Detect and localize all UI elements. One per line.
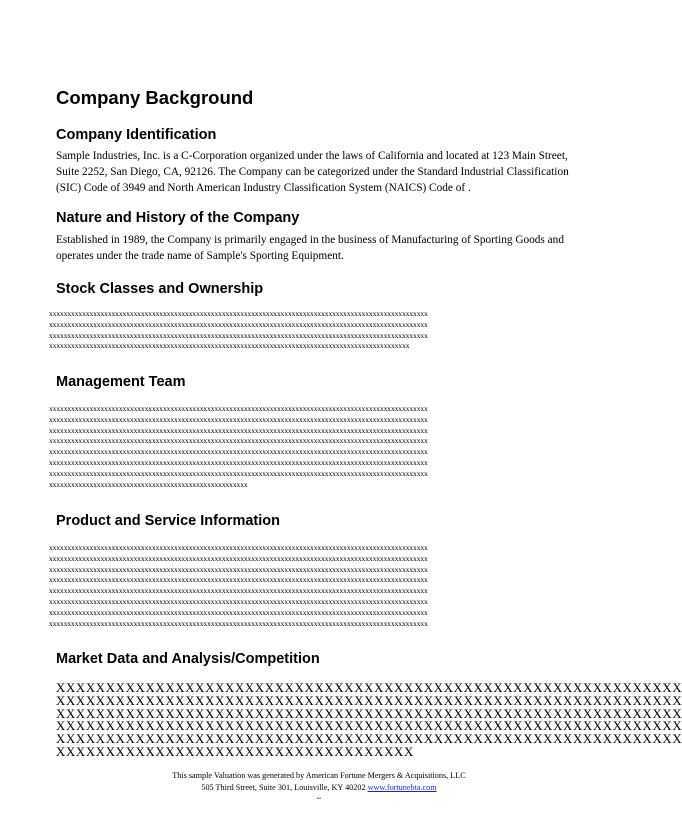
placeholder-line: xxxxxxxxxxxxxxxxxxxxxxxxxxxxxxxxxxxxxxxxxxxxxxxxxxxxxxxxxxxxxxxxxxxxxxxxxxxxxxxxxxxxxxxxxxxxxxxxxxxxxxx xyxy=(49,543,428,552)
placeholder-line: xxxxxxxxxxxxxxxxxxxxxxxxxxxxxxxxxxxxxxxxxxxxxxxxxxxxxxxxxxxxxxxxxxxxxxxxxxxxxxxxxxxxxxxxxxxxxxxxxxxxxxx xyxy=(49,319,428,329)
placeholder-line: XXXXXXXXXXXXXXXXXXXXXXXXXXXXXXXXXXXX xyxy=(56,744,414,759)
footer-line-address xyxy=(0,782,638,794)
page-title: Company Background xyxy=(56,87,254,108)
product-service-text xyxy=(49,543,589,629)
placeholder-line: XXXXXXXXXXXXXXXXXXXXXXXXXXXXXXXXXXXXXXXXXXXXXXXXXXXXXXXXXXXXXXX xyxy=(56,732,682,747)
placeholder-line: xxxxxxxxxxxxxxxxxxxxxxxxxxxxxxxxxxxxxxxxxxxxxxxxxxxxxxxxxxxxxxxxxxxxxxxxxxxxxxxxxxxxxxxxxxxxxxxxxxxxxxx xyxy=(49,575,428,585)
placeholder-line: xxxxxxxxxxxxxxxxxxxxxxxxxxxxxxxxxxxxxxxxxxxxxxxxxxxxxxxxxxxxxxxxxxxxxxxxxxxxxxxxxxxxxxxxxxxxxxxxxx xyxy=(49,341,410,351)
footer-line-generated-by: This sample Valuation was generated by American Fortune Mergers & Acquisitions, LLC xyxy=(172,771,466,780)
company-identification-text xyxy=(56,148,596,196)
placeholder-line: xxxxxxxxxxxxxxxxxxxxxxxxxxxxxxxxxxxxxxxxxxxxxxxxxxxxxxxxxxxxxxxxxxxxxxxxxxxxxxxxxxxxxxxxxxxxxxxxxxxxxxx xyxy=(49,553,428,563)
market-data-text xyxy=(56,681,682,759)
management-team-text xyxy=(49,404,589,490)
section-heading-market-data: Market Data and Analysis/Competition xyxy=(56,651,320,667)
placeholder-line: xxxxxxxxxxxxxxxxxxxxxxxxxxxxxxxxxxxxxxxxxxxxxxxxxxxxxxxxxxxxxxxxxxxxxxxxxxxxxxxxxxxxxxxxxxxxxxxxxxxxxxx xyxy=(49,414,428,424)
stock-classes-text xyxy=(49,309,589,352)
footer-website-link[interactable]: www.fortunebta.com xyxy=(367,783,437,792)
section-heading-company-identification: Company Identification xyxy=(56,127,217,143)
nature-history-text xyxy=(56,232,596,264)
section-heading-management-team: Management Team xyxy=(56,374,186,390)
placeholder-line: xxxxxxxxxxxxxxxxxxxxxxxxxxxxxxxxxxxxxxxxxxxxxxxxxxxxxxxxxxxxxxxxxxxxxxxxxxxxxxxxxxxxxxxxxxxxxxxxxxxxxxx xyxy=(49,586,428,596)
placeholder-line: XXXXXXXXXXXXXXXXXXXXXXXXXXXXXXXXXXXXXXXXXXXXXXXXXXXXXXXXXXXXXXX xyxy=(56,706,682,721)
placeholder-line: xxxxxxxxxxxxxxxxxxxxxxxxxxxxxxxxxxxxxxxxxxxxxxxxxxxxxxxxxxxxxxxxxxxxxxxxxxxxxxxxxxxxxxxxxxxxxxxxxxxxxxx xyxy=(49,618,428,628)
placeholder-line: XXXXXXXXXXXXXXXXXXXXXXXXXXXXXXXXXXXXXXXXXXXXXXXXXXXXXXXXXXXXXXX xyxy=(56,693,682,708)
placeholder-line: xxxxxxxxxxxxxxxxxxxxxxxxxxxxxxxxxxxxxxxxxxxxxxxxxxxxxxxxxxxxxxxxxxxxxxxxxxxxxxxxxxxxxxxxxxxxxxxxxxxxxxx xyxy=(49,596,428,606)
placeholder-line: xxxxxxxxxxxxxxxxxxxxxxxxxxxxxxxxxxxxxxxxxxxxxxxxxxxxxxxxxxxxxxxxxxxxxxxxxxxxxxxxxxxxxxxxxxxxxxxxxxxxxxx xyxy=(49,457,428,467)
placeholder-line: XXXXXXXXXXXXXXXXXXXXXXXXXXXXXXXXXXXXXXXXXXXXXXXXXXXXXXXXXXXXXXX xyxy=(56,681,682,695)
paragraph-line: (SIC) Code of 3949 and North American Industry Classification System (NAICS) Code of . xyxy=(56,182,471,194)
placeholder-line: xxxxxxxxxxxxxxxxxxxxxxxxxxxxxxxxxxxxxxxxxxxxxxxxxxxxxxxxxxxxxxxxxxxxxxxxxxxxxxxxxxxxxxxxxxxxxxxxxxxxxxx xyxy=(49,607,428,617)
section-heading-product-service: Product and Service Information xyxy=(56,513,280,529)
section-heading-stock-classes: Stock Classes and Ownership xyxy=(56,281,264,297)
page-number-mark: ~ xyxy=(316,794,322,803)
placeholder-line: xxxxxxxxxxxxxxxxxxxxxxxxxxxxxxxxxxxxxxxxxxxxxxxxxxxxxxxxxxxxxxxxxxxxxxxxxxxxxxxxxxxxxxxxxxxxxxxxxxxxxxx xyxy=(49,309,428,318)
footer-address: 505 Third Street, Suite 301, Louisville, KY 40202 xyxy=(201,783,366,792)
placeholder-line: xxxxxxxxxxxxxxxxxxxxxxxxxxxxxxxxxxxxxxxxxxxxxxxxxxxxxx xyxy=(49,479,248,489)
footer xyxy=(0,770,638,804)
placeholder-line: xxxxxxxxxxxxxxxxxxxxxxxxxxxxxxxxxxxxxxxxxxxxxxxxxxxxxxxxxxxxxxxxxxxxxxxxxxxxxxxxxxxxxxxxxxxxxxxxxxxxxxx xyxy=(49,468,428,478)
paragraph-line: operates under the trade name of Sample's Sporting Equipment. xyxy=(56,250,344,262)
placeholder-line: xxxxxxxxxxxxxxxxxxxxxxxxxxxxxxxxxxxxxxxxxxxxxxxxxxxxxxxxxxxxxxxxxxxxxxxxxxxxxxxxxxxxxxxxxxxxxxxxxxxxxxx xyxy=(49,447,428,457)
placeholder-line: xxxxxxxxxxxxxxxxxxxxxxxxxxxxxxxxxxxxxxxxxxxxxxxxxxxxxxxxxxxxxxxxxxxxxxxxxxxxxxxxxxxxxxxxxxxxxxxxxxxxxxx xyxy=(49,436,428,446)
placeholder-line: xxxxxxxxxxxxxxxxxxxxxxxxxxxxxxxxxxxxxxxxxxxxxxxxxxxxxxxxxxxxxxxxxxxxxxxxxxxxxxxxxxxxxxxxxxxxxxxxxxxxxxx xyxy=(49,404,428,413)
placeholder-line: xxxxxxxxxxxxxxxxxxxxxxxxxxxxxxxxxxxxxxxxxxxxxxxxxxxxxxxxxxxxxxxxxxxxxxxxxxxxxxxxxxxxxxxxxxxxxxxxxxxxxxx xyxy=(49,330,428,340)
placeholder-line: xxxxxxxxxxxxxxxxxxxxxxxxxxxxxxxxxxxxxxxxxxxxxxxxxxxxxxxxxxxxxxxxxxxxxxxxxxxxxxxxxxxxxxxxxxxxxxxxxxxxxxx xyxy=(49,564,428,574)
paragraph-line: Established in 1989, the Company is primarily engaged in the business of Manufacturing of Sporting Goods and xyxy=(56,234,564,246)
paragraph-line: Suite 2252, San Diego, CA, 92126. The Company can be categorized under the Standard Industrial Classification xyxy=(56,166,569,178)
paragraph-line: Sample Industries, Inc. is a C-Corporation organized under the laws of California and located at 123 Main Street, xyxy=(56,150,568,162)
placeholder-line: xxxxxxxxxxxxxxxxxxxxxxxxxxxxxxxxxxxxxxxxxxxxxxxxxxxxxxxxxxxxxxxxxxxxxxxxxxxxxxxxxxxxxxxxxxxxxxxxxxxxxxx xyxy=(49,425,428,435)
section-heading-nature-history: Nature and History of the Company xyxy=(56,210,300,226)
placeholder-line: XXXXXXXXXXXXXXXXXXXXXXXXXXXXXXXXXXXXXXXXXXXXXXXXXXXXXXXXXXXXXXX xyxy=(56,719,682,734)
